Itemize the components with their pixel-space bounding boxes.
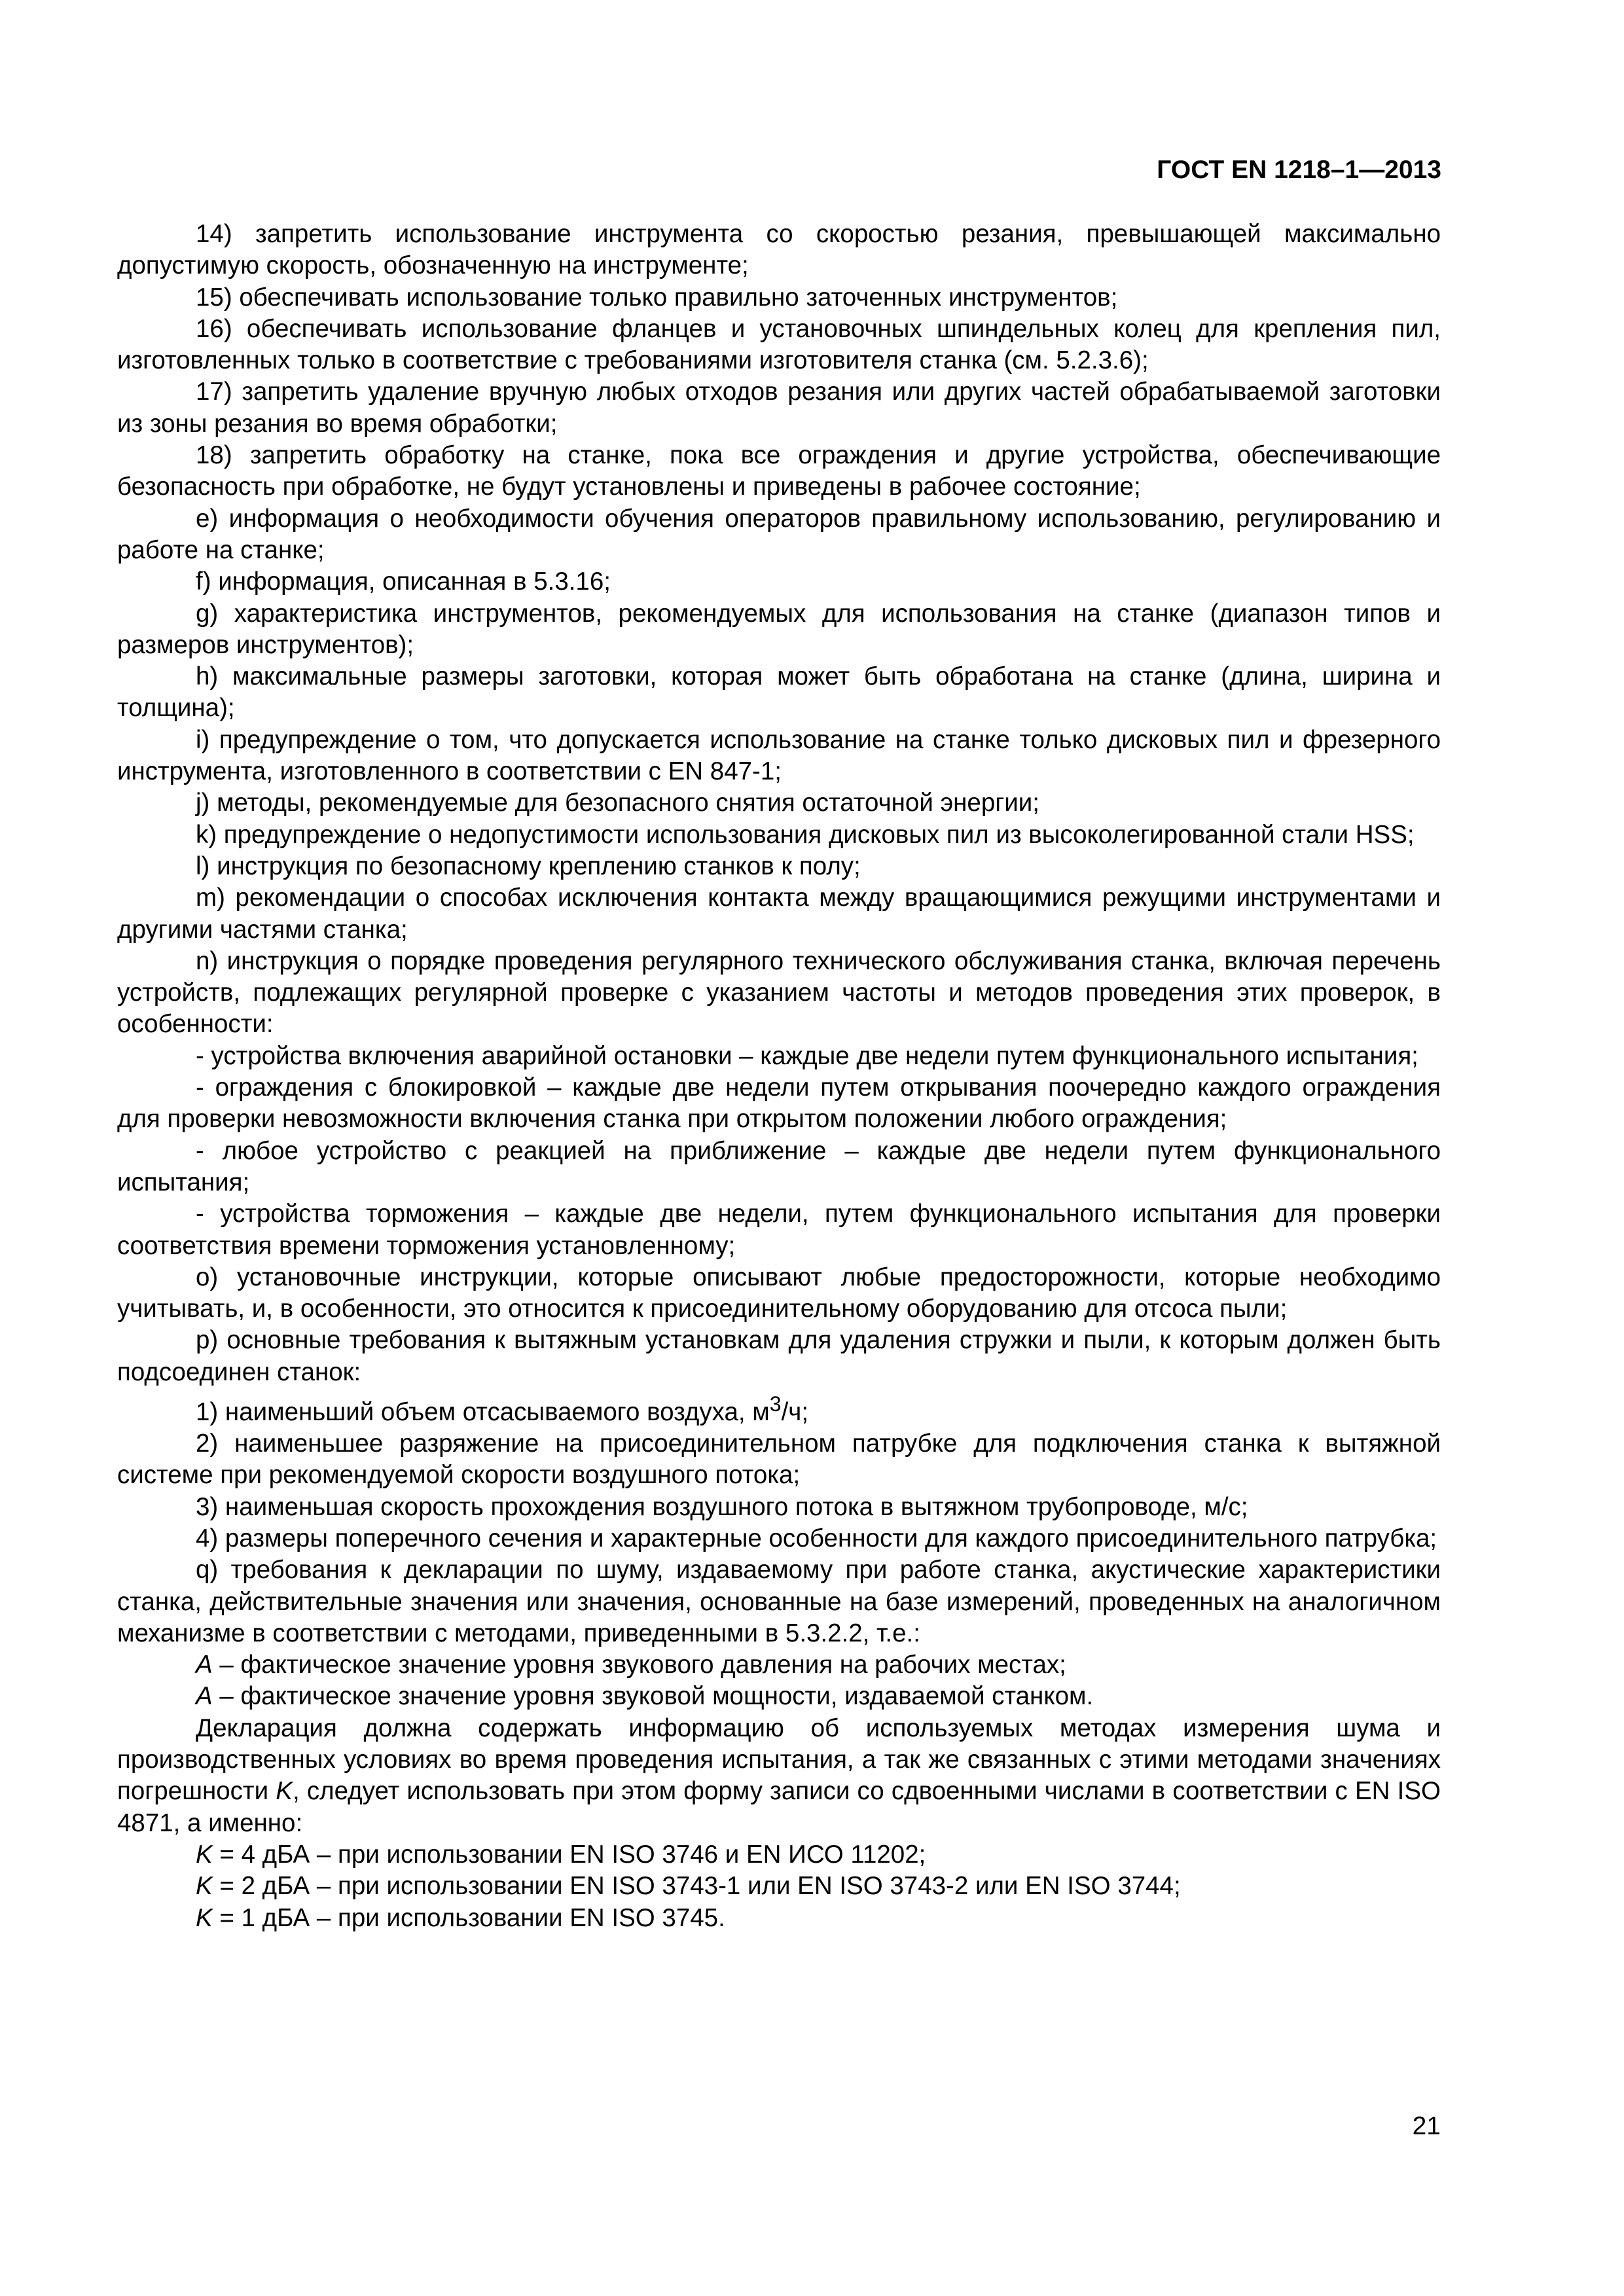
paragraph-item-i: i) предупреждение о том, что допускается использование на станке только дисковых пил и фрезерного инструмента, изготовленного в соответствии с EN 847-1;	[117, 725, 1441, 786]
paragraph-item-q: q) требования к декларации по шуму, издаваемому при работе станка, акустические характеристики станка, действительные значения или значения, основанные на базе измерений, проведенных на аналогичном механизме в соответствии с методами, приведенными в 5.3.2.2, т.е.:	[117, 1556, 1441, 1647]
paragraph-item-o: o) установочные инструкции, которые описывают любые предосторожности, которые необходимо учитывать, и, в особенности, это относится к присоединительному оборудованию для отсоса пыли;	[117, 1263, 1441, 1323]
paragraph-check-braking: - устройства торможения – каждые две недели, путем функционального испытания для проверки соответствия времени торможения установленному;	[117, 1200, 1441, 1260]
airflow-superscript: 3	[769, 1391, 782, 1416]
paragraph-item-j: j) методы, рекомендуемые для безопасного снятия остаточной энергии;	[196, 789, 1039, 817]
standard-designation-header: ГОСТ EN 1218–1—2013	[1157, 156, 1441, 184]
paragraph-check-proximity-device: - любое устройство с реакцией на приближение – каждые две недели путем функционального испытания;	[117, 1136, 1441, 1196]
paragraph-airflow-volume	[117, 1388, 1441, 1428]
paragraph-item-17: 17) запретить удаление вручную любых отходов резания или других частей обрабатываемой заготовки из зоны резания во время обработки;	[117, 378, 1441, 438]
uncertainty-4-text: = 4 дБА – при использовании EN ISO 3746 и EN ИСО 11202;	[212, 1840, 926, 1869]
paragraph-item-14: 14) запретить использование инструмента со скоростью резания, превышающей максимально допустимую скорость, обозначенную на инструменте;	[117, 220, 1441, 280]
paragraph-airflow-pressure: 2) наименьшее разряжение на присоединительном патрубке для подключения станка к вытяжной системе при рекомендуемой скорости воздушного потока;	[117, 1429, 1441, 1490]
paragraph-check-interlocked-guards: - ограждения с блокировкой – каждые две недели путем открывания поочередно каждого ограждения для проверки невозможности включения станка при открытом положении любого ограждения;	[117, 1073, 1441, 1134]
paragraph-item-l: l) инструкция по безопасному креплению станков к полу;	[196, 852, 861, 880]
paragraph-outlet-dimensions: 4) размеры поперечного сечения и характерные особенности для каждого присоединительного патрубка;	[196, 1524, 1437, 1552]
symbol-k: K	[196, 1903, 213, 1932]
symbol-k: K	[196, 1872, 213, 1901]
document-body	[117, 219, 1441, 1934]
paragraph-item-15: 15) обеспечивать использование только правильно заточенных инструментов;	[196, 283, 1118, 312]
symbol-a: A	[196, 1682, 213, 1711]
airflow-unit: /ч;	[781, 1397, 809, 1426]
uncertainty-1-text: = 1 дБА – при использовании EN ISO 3745.	[212, 1903, 725, 1932]
noise-pressure-text: – фактическое значение уровня звукового давления на рабочих местах;	[212, 1651, 1066, 1679]
declaration-text-end: , следует использовать при этом форму записи со сдвоенными числами в соответствии с EN ISO 4871, а именно:	[117, 1777, 1441, 1837]
symbol-k: K	[196, 1840, 213, 1869]
paragraph-item-h: h) максимальные размеры заготовки, которая может быть обработана на станке (длина, ширина и толщина);	[117, 662, 1441, 723]
paragraph-item-g: g) характеристика инструментов, рекомендуемых для использования на станке (диапазон типов и размеров инструментов);	[117, 599, 1441, 659]
paragraph-noise-pressure	[117, 1649, 1441, 1681]
paragraph-item-18: 18) запретить обработку на станке, пока все ограждения и другие устройства, обеспечивающие безопасность при обработке, не будут установлены и приведены в рабочее состояние;	[117, 441, 1441, 501]
airflow-text: 1) наименьший объем отсасываемого воздуха, м	[196, 1397, 770, 1426]
paragraph-item-e: e) информация о необходимости обучения операторов правильному использованию, регулированию и работе на станке;	[117, 504, 1441, 564]
paragraph-uncertainty-1	[117, 1903, 1441, 1934]
symbol-a: A	[196, 1651, 213, 1679]
paragraph-item-k: k) предупреждение о недопустимости использования дисковых пил из высоколегированной стали HSS;	[196, 820, 1415, 849]
symbol-k: K	[276, 1777, 293, 1806]
paragraph-item-m: m) рекомендации о способах исключения контакта между вращающимися режущими инструментами и другими частями станка;	[117, 884, 1441, 944]
paragraph-airflow-velocity: 3) наименьшая скорость прохождения воздушного потока в вытяжном трубопроводе, м/с;	[196, 1492, 1248, 1521]
paragraph-check-emergency-stop: - устройства включения аварийной остановки – каждые две недели путем функционального испытания;	[196, 1041, 1418, 1070]
paragraph-noise-power	[117, 1681, 1441, 1712]
paragraph-item-16: 16) обеспечивать использование фланцев и установочных шпиндельных колец для крепления пил, изготовленных только в соответствие с требованиями изготовителя станка (см. 5.2.3.6);	[117, 314, 1441, 375]
paragraph-uncertainty-2	[117, 1871, 1441, 1902]
paragraph-uncertainty-4	[117, 1839, 1441, 1871]
paragraph-declaration	[117, 1713, 1441, 1839]
noise-power-text: – фактическое значение уровня звуковой мощности, издаваемой станком.	[212, 1682, 1094, 1711]
paragraph-item-n: n) инструкция о порядке проведения регулярного технического обслуживания станка, включая перечень устройств, подлежащих регулярной проверке с указанием частоты и методов проведения этих проверок, в особенности:	[117, 946, 1441, 1039]
paragraph-item-p: p) основные требования к вытяжным установкам для удаления стружки и пыли, к которым должен быть подсоединен станок:	[117, 1326, 1441, 1386]
paragraph-item-f: f) информация, описанная в 5.3.16;	[196, 567, 611, 596]
uncertainty-2-text: = 2 дБА – при использовании EN ISO 3743-1 или EN ISO 3743-2 или EN ISO 3744;	[212, 1872, 1181, 1901]
declaration-text: Декларация должна содержать информацию об используемых методах измерения шума и производственных условиях во время проведения испытания, а так же связанных с этими методами значениях погрешности	[117, 1713, 1441, 1806]
page-number: 21	[1412, 2112, 1441, 2140]
